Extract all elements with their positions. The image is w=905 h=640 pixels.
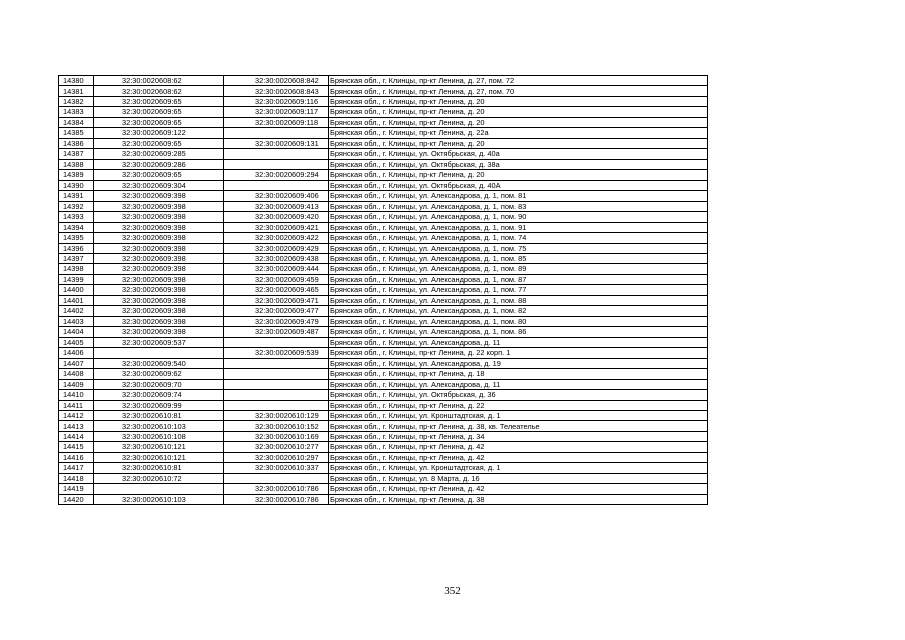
object-cadastral-number-cell: 32:30:0020609:539 bbox=[224, 348, 329, 358]
row-number-cell: 14400 bbox=[59, 285, 94, 295]
cadastral-number-cell: 32:30:0020610:103 bbox=[94, 421, 224, 431]
cadastral-number-cell: 32:30:0020610:108 bbox=[94, 431, 224, 441]
cadastral-number-cell: 32:30:0020609:540 bbox=[94, 358, 224, 368]
cadastral-number-cell: 32:30:0020609:62 bbox=[94, 369, 224, 379]
address-cell: Брянская обл., г. Клинцы, пр-кт Ленина, д. 20 bbox=[329, 138, 708, 148]
cadastral-number-cell: 32:30:0020609:398 bbox=[94, 233, 224, 243]
object-cadastral-number-cell bbox=[224, 369, 329, 379]
row-number-cell: 14417 bbox=[59, 463, 94, 473]
table-row bbox=[59, 306, 708, 316]
table-row bbox=[59, 473, 708, 483]
address-cell: Брянская обл., г. Клинцы, ул. Александрова, д. 1, пом. 91 bbox=[329, 222, 708, 232]
row-number-cell: 14393 bbox=[59, 212, 94, 222]
table-row bbox=[59, 390, 708, 400]
row-number-cell: 14386 bbox=[59, 138, 94, 148]
address-cell: Брянская обл., г. Клинцы, пр-кт Ленина, д. 38, кв. Телеателье bbox=[329, 421, 708, 431]
address-cell: Брянская обл., г. Клинцы, ул. Александрова, д. 1, пом. 74 bbox=[329, 233, 708, 243]
cadastral-number-cell bbox=[94, 348, 224, 358]
cadastral-number-cell: 32:30:0020609:398 bbox=[94, 316, 224, 326]
object-cadastral-number-cell: 32:30:0020608:843 bbox=[224, 86, 329, 96]
address-cell: Брянская обл., г. Клинцы, пр-кт Ленина, д. 20 bbox=[329, 107, 708, 117]
object-cadastral-number-cell: 32:30:0020609:131 bbox=[224, 138, 329, 148]
row-number-cell: 14395 bbox=[59, 233, 94, 243]
object-cadastral-number-cell bbox=[224, 337, 329, 347]
address-cell: Брянская обл., г. Клинцы, пр-кт Ленина, д. 22 bbox=[329, 400, 708, 410]
address-cell: Брянская обл., г. Клинцы, ул. Октябрьская, д. 38а bbox=[329, 159, 708, 169]
address-cell: Брянская обл., г. Клинцы, ул. Октябрьская, д. 36 bbox=[329, 390, 708, 400]
object-cadastral-number-cell: 32:30:0020609:117 bbox=[224, 107, 329, 117]
cadastral-number-cell: 32:30:0020609:398 bbox=[94, 222, 224, 232]
address-cell: Брянская обл., г. Клинцы, пр-кт Ленина, д. 42 bbox=[329, 452, 708, 462]
address-cell: Брянская обл., г. Клинцы, ул. Александрова, д. 1, пом. 86 bbox=[329, 327, 708, 337]
cadastral-number-cell: 32:30:0020609:122 bbox=[94, 128, 224, 138]
table-row bbox=[59, 316, 708, 326]
table-row bbox=[59, 369, 708, 379]
table-row bbox=[59, 233, 708, 243]
cadastral-number-cell: 32:30:0020609:65 bbox=[94, 138, 224, 148]
row-number-cell: 14404 bbox=[59, 327, 94, 337]
object-cadastral-number-cell: 32:30:0020609:406 bbox=[224, 191, 329, 201]
object-cadastral-number-cell bbox=[224, 400, 329, 410]
cadastral-number-cell: 32:30:0020609:398 bbox=[94, 201, 224, 211]
object-cadastral-number-cell: 32:30:0020609:422 bbox=[224, 233, 329, 243]
object-cadastral-number-cell: 32:30:0020609:459 bbox=[224, 274, 329, 284]
object-cadastral-number-cell: 32:30:0020609:118 bbox=[224, 117, 329, 127]
table-row bbox=[59, 86, 708, 96]
address-cell: Брянская обл., г. Клинцы, ул. Александрова, д. 1, пом. 80 bbox=[329, 316, 708, 326]
table-row bbox=[59, 484, 708, 494]
object-cadastral-number-cell bbox=[224, 390, 329, 400]
address-cell: Брянская обл., г. Клинцы, ул. Кронштадтская, д. 1 bbox=[329, 411, 708, 421]
address-cell: Брянская обл., г. Клинцы, пр-кт Ленина, д. 22а bbox=[329, 128, 708, 138]
table-row bbox=[59, 76, 708, 86]
address-cell: Брянская обл., г. Клинцы, ул. Александрова, д. 1, пом. 85 bbox=[329, 253, 708, 263]
address-cell: Брянская обл., г. Клинцы, ул. Александрова, д. 11 bbox=[329, 337, 708, 347]
cadastral-number-cell: 32:30:0020608:62 bbox=[94, 76, 224, 86]
object-cadastral-number-cell: 32:30:0020609:438 bbox=[224, 253, 329, 263]
cadastral-number-cell: 32:30:0020609:398 bbox=[94, 306, 224, 316]
address-cell: Брянская обл., г. Клинцы, пр-кт Ленина, д. 22 корп. 1 bbox=[329, 348, 708, 358]
object-cadastral-number-cell: 32:30:0020610:786 bbox=[224, 484, 329, 494]
row-number-cell: 14385 bbox=[59, 128, 94, 138]
row-number-cell: 14418 bbox=[59, 473, 94, 483]
table-row bbox=[59, 348, 708, 358]
page-number: 352 bbox=[444, 585, 461, 597]
object-cadastral-number-cell: 32:30:0020609:444 bbox=[224, 264, 329, 274]
address-cell: Брянская обл., г. Клинцы, ул. Кронштадтская, д. 1 bbox=[329, 463, 708, 473]
table-row bbox=[59, 212, 708, 222]
table-row bbox=[59, 201, 708, 211]
row-number-cell: 14398 bbox=[59, 264, 94, 274]
object-cadastral-number-cell bbox=[224, 358, 329, 368]
object-cadastral-number-cell: 32:30:0020610:297 bbox=[224, 452, 329, 462]
row-number-cell: 14419 bbox=[59, 484, 94, 494]
object-cadastral-number-cell: 32:30:0020609:479 bbox=[224, 316, 329, 326]
row-number-cell: 14411 bbox=[59, 400, 94, 410]
object-cadastral-number-cell: 32:30:0020609:413 bbox=[224, 201, 329, 211]
table-row bbox=[59, 170, 708, 180]
cadastral-number-cell: 32:30:0020609:398 bbox=[94, 285, 224, 295]
address-cell: Брянская обл., г. Клинцы, пр-кт Ленина, д. 34 bbox=[329, 431, 708, 441]
table-row bbox=[59, 138, 708, 148]
object-cadastral-number-cell bbox=[224, 473, 329, 483]
table-row bbox=[59, 107, 708, 117]
table-row bbox=[59, 96, 708, 106]
table-row bbox=[59, 295, 708, 305]
cadastral-number-cell: 32:30:0020609:398 bbox=[94, 191, 224, 201]
table-row bbox=[59, 337, 708, 347]
object-cadastral-number-cell: 32:30:0020609:487 bbox=[224, 327, 329, 337]
table-row bbox=[59, 264, 708, 274]
object-cadastral-number-cell bbox=[224, 149, 329, 159]
cadastral-number-cell: 32:30:0020609:398 bbox=[94, 274, 224, 284]
table-row bbox=[59, 128, 708, 138]
cadastral-number-cell: 32:30:0020609:398 bbox=[94, 264, 224, 274]
address-cell: Брянская обл., г. Клинцы, ул. Александрова, д. 1, пом. 88 bbox=[329, 295, 708, 305]
object-cadastral-number-cell bbox=[224, 128, 329, 138]
object-cadastral-number-cell bbox=[224, 159, 329, 169]
address-cell: Брянская обл., г. Клинцы, ул. Александрова, д. 11 bbox=[329, 379, 708, 389]
object-cadastral-number-cell: 32:30:0020610:129 bbox=[224, 411, 329, 421]
cadastral-number-cell: 32:30:0020610:81 bbox=[94, 463, 224, 473]
cadastral-number-cell: 32:30:0020609:398 bbox=[94, 295, 224, 305]
cadastral-number-cell: 32:30:0020609:537 bbox=[94, 337, 224, 347]
address-cell: Брянская обл., г. Клинцы, ул. Александрова, д. 1, пом. 75 bbox=[329, 243, 708, 253]
row-number-cell: 14409 bbox=[59, 379, 94, 389]
row-number-cell: 14390 bbox=[59, 180, 94, 190]
address-cell: Брянская обл., г. Клинцы, ул. Александрова, д. 1, пом. 81 bbox=[329, 191, 708, 201]
row-number-cell: 14403 bbox=[59, 316, 94, 326]
row-number-cell: 14387 bbox=[59, 149, 94, 159]
cadastral-number-cell: 32:30:0020609:304 bbox=[94, 180, 224, 190]
table-row bbox=[59, 494, 708, 504]
cadastral-number-cell: 32:30:0020609:65 bbox=[94, 170, 224, 180]
row-number-cell: 14380 bbox=[59, 76, 94, 86]
table-row bbox=[59, 452, 708, 462]
registry-table bbox=[58, 75, 708, 505]
row-number-cell: 14383 bbox=[59, 107, 94, 117]
cadastral-number-cell: 32:30:0020609:65 bbox=[94, 107, 224, 117]
table-row bbox=[59, 274, 708, 284]
row-number-cell: 14402 bbox=[59, 306, 94, 316]
address-cell: Брянская обл., г. Клинцы, пр-кт Ленина, д. 20 bbox=[329, 117, 708, 127]
cadastral-number-cell: 32:30:0020610:81 bbox=[94, 411, 224, 421]
address-cell: Брянская обл., г. Клинцы, пр-кт Ленина, д. 18 bbox=[329, 369, 708, 379]
cadastral-number-cell: 32:30:0020609:398 bbox=[94, 212, 224, 222]
address-cell: Брянская обл., г. Клинцы, ул. Александрова, д. 1, пом. 77 bbox=[329, 285, 708, 295]
object-cadastral-number-cell: 32:30:0020609:420 bbox=[224, 212, 329, 222]
row-number-cell: 14382 bbox=[59, 96, 94, 106]
object-cadastral-number-cell: 32:30:0020609:429 bbox=[224, 243, 329, 253]
address-cell: Брянская обл., г. Клинцы, ул. Октябрьская, д. 40а bbox=[329, 149, 708, 159]
address-cell: Брянская обл., г. Клинцы, ул. Александрова, д. 1, пом. 90 bbox=[329, 212, 708, 222]
table-row bbox=[59, 431, 708, 441]
address-cell: Брянская обл., г. Клинцы, пр-кт Ленина, д. 20 bbox=[329, 170, 708, 180]
table-row bbox=[59, 191, 708, 201]
object-cadastral-number-cell: 32:30:0020609:465 bbox=[224, 285, 329, 295]
table-row bbox=[59, 243, 708, 253]
object-cadastral-number-cell: 32:30:0020609:294 bbox=[224, 170, 329, 180]
table-row bbox=[59, 149, 708, 159]
address-cell: Брянская обл., г. Клинцы, пр-кт Ленина, д. 20 bbox=[329, 96, 708, 106]
table-row bbox=[59, 411, 708, 421]
table-row bbox=[59, 159, 708, 169]
cadastral-number-cell: 32:30:0020609:99 bbox=[94, 400, 224, 410]
address-cell: Брянская обл., г. Клинцы, ул. Александрова, д. 1, пом. 82 bbox=[329, 306, 708, 316]
object-cadastral-number-cell: 32:30:0020609:471 bbox=[224, 295, 329, 305]
object-cadastral-number-cell: 32:30:0020610:169 bbox=[224, 431, 329, 441]
table-row bbox=[59, 222, 708, 232]
object-cadastral-number-cell: 32:30:0020610:337 bbox=[224, 463, 329, 473]
row-number-cell: 14408 bbox=[59, 369, 94, 379]
address-cell: Брянская обл., г. Клинцы, ул. Александрова, д. 1, пом. 83 bbox=[329, 201, 708, 211]
cadastral-number-cell bbox=[94, 484, 224, 494]
row-number-cell: 14396 bbox=[59, 243, 94, 253]
table-row bbox=[59, 463, 708, 473]
row-number-cell: 14401 bbox=[59, 295, 94, 305]
table-row bbox=[59, 253, 708, 263]
row-number-cell: 14388 bbox=[59, 159, 94, 169]
registry-table-body bbox=[59, 76, 708, 505]
row-number-cell: 14415 bbox=[59, 442, 94, 452]
row-number-cell: 14394 bbox=[59, 222, 94, 232]
table-row bbox=[59, 442, 708, 452]
object-cadastral-number-cell: 32:30:0020608:842 bbox=[224, 76, 329, 86]
row-number-cell: 14381 bbox=[59, 86, 94, 96]
table-row bbox=[59, 117, 708, 127]
object-cadastral-number-cell: 32:30:0020609:477 bbox=[224, 306, 329, 316]
address-cell: Брянская обл., г. Клинцы, ул. Александрова, д. 19 bbox=[329, 358, 708, 368]
table-row bbox=[59, 327, 708, 337]
address-cell: Брянская обл., г. Клинцы, ул. Октябрьская, д. 40А bbox=[329, 180, 708, 190]
object-cadastral-number-cell bbox=[224, 180, 329, 190]
cadastral-number-cell: 32:30:0020609:286 bbox=[94, 159, 224, 169]
row-number-cell: 14416 bbox=[59, 452, 94, 462]
row-number-cell: 14412 bbox=[59, 411, 94, 421]
address-cell: Брянская обл., г. Клинцы, ул. Александрова, д. 1, пом. 89 bbox=[329, 264, 708, 274]
row-number-cell: 14420 bbox=[59, 494, 94, 504]
cadastral-number-cell: 32:30:0020609:285 bbox=[94, 149, 224, 159]
table-row bbox=[59, 285, 708, 295]
table-row bbox=[59, 421, 708, 431]
row-number-cell: 14389 bbox=[59, 170, 94, 180]
row-number-cell: 14413 bbox=[59, 421, 94, 431]
cadastral-number-cell: 32:30:0020609:398 bbox=[94, 243, 224, 253]
cadastral-number-cell: 32:30:0020608:62 bbox=[94, 86, 224, 96]
cadastral-number-cell: 32:30:0020610:103 bbox=[94, 494, 224, 504]
address-cell: Брянская обл., г. Клинцы, ул. 8 Марта, д. 16 bbox=[329, 473, 708, 483]
cadastral-number-cell: 32:30:0020610:121 bbox=[94, 442, 224, 452]
address-cell: Брянская обл., г. Клинцы, пр-кт Ленина, д. 42 bbox=[329, 442, 708, 452]
row-number-cell: 14407 bbox=[59, 358, 94, 368]
table-row bbox=[59, 400, 708, 410]
cadastral-number-cell: 32:30:0020609:398 bbox=[94, 253, 224, 263]
object-cadastral-number-cell: 32:30:0020609:116 bbox=[224, 96, 329, 106]
address-cell: Брянская обл., г. Клинцы, пр-кт Ленина, д. 27, пом. 72 bbox=[329, 76, 708, 86]
row-number-cell: 14391 bbox=[59, 191, 94, 201]
cadastral-number-cell: 32:30:0020609:70 bbox=[94, 379, 224, 389]
cadastral-number-cell: 32:30:0020610:121 bbox=[94, 452, 224, 462]
object-cadastral-number-cell: 32:30:0020610:277 bbox=[224, 442, 329, 452]
row-number-cell: 14397 bbox=[59, 253, 94, 263]
address-cell: Брянская обл., г. Клинцы, пр-кт Ленина, д. 38 bbox=[329, 494, 708, 504]
cadastral-number-cell: 32:30:0020609:74 bbox=[94, 390, 224, 400]
row-number-cell: 14399 bbox=[59, 274, 94, 284]
table-row bbox=[59, 358, 708, 368]
object-cadastral-number-cell: 32:30:0020610:786 bbox=[224, 494, 329, 504]
row-number-cell: 14406 bbox=[59, 348, 94, 358]
cadastral-number-cell: 32:30:0020609:65 bbox=[94, 117, 224, 127]
row-number-cell: 14414 bbox=[59, 431, 94, 441]
object-cadastral-number-cell: 32:30:0020609:421 bbox=[224, 222, 329, 232]
object-cadastral-number-cell: 32:30:0020610:152 bbox=[224, 421, 329, 431]
row-number-cell: 14384 bbox=[59, 117, 94, 127]
address-cell: Брянская обл., г. Клинцы, пр-кт Ленина, д. 42 bbox=[329, 484, 708, 494]
cadastral-number-cell: 32:30:0020609:398 bbox=[94, 327, 224, 337]
address-cell: Брянская обл., г. Клинцы, ул. Александрова, д. 1, пом. 87 bbox=[329, 274, 708, 284]
address-cell: Брянская обл., г. Клинцы, пр-кт Ленина, д. 27, пом. 70 bbox=[329, 86, 708, 96]
table-row bbox=[59, 180, 708, 190]
row-number-cell: 14410 bbox=[59, 390, 94, 400]
cadastral-number-cell: 32:30:0020609:65 bbox=[94, 96, 224, 106]
row-number-cell: 14392 bbox=[59, 201, 94, 211]
cadastral-number-cell: 32:30:0020610:72 bbox=[94, 473, 224, 483]
row-number-cell: 14405 bbox=[59, 337, 94, 347]
table-row bbox=[59, 379, 708, 389]
object-cadastral-number-cell bbox=[224, 379, 329, 389]
